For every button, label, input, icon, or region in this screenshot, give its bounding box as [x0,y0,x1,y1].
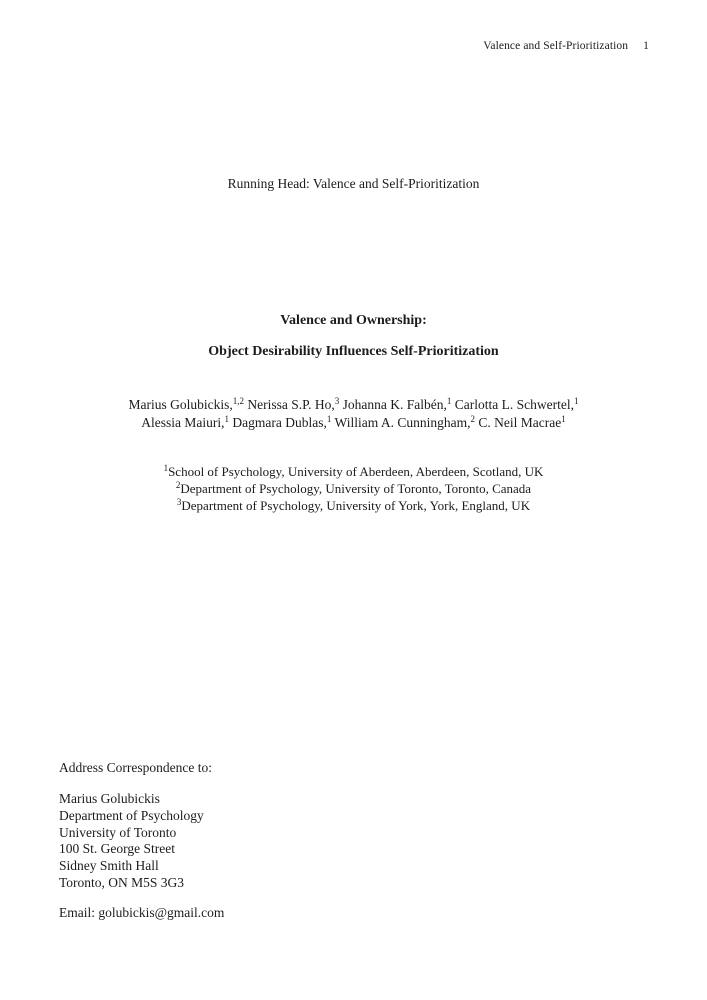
correspondence-address [59,791,204,892]
affiliation-number: 3 [176,497,182,507]
affiliation-number: 2 [175,480,181,490]
author: Alessia Maiuri,$^1$ [141,413,230,430]
author: C. Neil Macrae$^1$ [478,413,566,430]
affiliation-superscript: 1 [561,413,566,424]
affiliations [0,463,707,514]
author: Dagmara Dublas,$^1$ [232,413,332,430]
author: Carlotta L. Schwertel,$^1$ [454,396,579,412]
affiliation-line: $^1$School of Psychology, University of Aberdeen, Aberdeen, Scotland, UK [163,463,544,479]
author: Nerissa S.P. Ho,$^3$ [247,396,340,412]
running-head: Running Head: Valence and Self-Prioritization [227,176,480,191]
author: William A. Cunningham,$^2$ [334,413,475,430]
author-byline [0,396,707,431]
affiliation-superscript: 1 [573,396,579,406]
article-title [0,313,707,360]
author: Johanna K. Falbén,$^1$ [342,396,452,412]
page-number: 1 [643,40,649,52]
affiliation-line: $^3$Department of Psychology, University of York, York, England, UK [176,497,531,513]
article-title-line1: Valence and Ownership: [280,313,427,328]
article-title-line2: Object Desirability Influences Self-Prioritization [208,344,499,359]
affiliation-line: $^2$Department of Psychology, University of Toronto, Toronto, Canada [175,480,532,496]
address-line: University of Toronto [59,824,177,840]
affiliation-number: 1 [163,463,169,473]
affiliation-superscript: 1 [326,413,332,424]
affiliation-superscript: 1,2 [232,396,245,406]
author-line-1 [0,396,707,414]
page-header [483,40,649,52]
address-line: Toronto, ON M5S 3G3 [59,874,185,890]
affiliation-superscript: 3 [334,396,340,406]
header-running-title: Valence and Self-Prioritization [483,40,629,52]
correspondence-email: Email: golubickis@gmail.com [59,905,225,920]
author: Marius Golubickis,$^{1,2}$ [128,396,245,412]
address-line: Marius Golubickis [59,791,160,806]
affiliation-superscript: 2 [470,413,475,424]
correspondence-label: Address Correspondence to: [59,760,212,775]
author-line-2 [0,414,707,432]
address-line: Department of Psychology [59,807,204,823]
address-line: Sidney Smith Hall [59,858,159,874]
affiliation-superscript: 1 [224,413,230,424]
address-line: 100 St. George Street [59,841,175,857]
affiliation-superscript: 1 [446,396,452,406]
